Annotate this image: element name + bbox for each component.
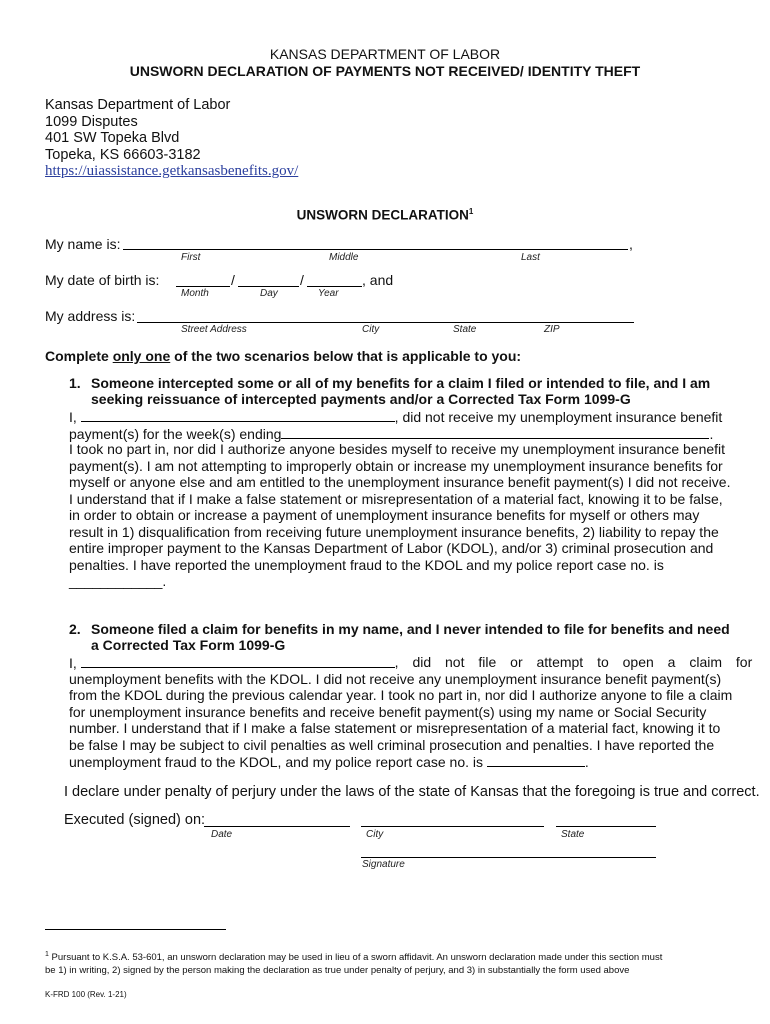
- scenario1-week-row: [69, 425, 725, 442]
- scenario1-week-period: .: [709, 425, 714, 442]
- scenario1-body: [69, 408, 731, 590]
- benefits-website-link[interactable]: https://uiassistance.getkansasbenefits.gov/: [45, 163, 299, 179]
- scenario1-line: result in 1) disqualification from receiving future unemployment insurance benefits, 2) liability to repay the: [69, 523, 719, 540]
- perjury-statement: I declare under penalty of perjury under the laws of the state of Kansas that the foregoing is true and correct.: [64, 784, 760, 800]
- agency-dept: 1099 Disputes: [45, 113, 138, 130]
- address-zip-caption: ZIP: [544, 324, 560, 335]
- footnote-ref: 1: [468, 207, 474, 216]
- address-state-caption: State: [453, 324, 477, 335]
- scenario2-last-line: unemployment fraud to the KDOL, and my police report case no. is: [69, 754, 483, 770]
- execution-date-caption: Date: [211, 829, 233, 840]
- declaration-heading-text: UNSWORN DECLARATION: [296, 207, 469, 223]
- scenario2-line: unemployment benefits with the KDOL. I did not receive any unemployment insurance benefit payment(s): [69, 670, 722, 687]
- footnote-text-1: Pursuant to K.S.A. 53-601, an unsworn declaration may be used in lieu of a sworn affidavit. An unsworn declaration made under this section must: [51, 952, 663, 964]
- scenario1-heading-line1: Someone intercepted some or all of my benefits for a claim I filed or intended to file, and I am: [91, 375, 711, 391]
- scenario1-line: in order to obtain or increase a payment of unemployment insurance benefits for myself or others may: [69, 507, 700, 523]
- scenario1-heading-line2: seeking reissuance of intercepted payments and/or a Corrected Tax Form 1099-G: [91, 391, 631, 407]
- scenario2-i-prefix: I,: [69, 655, 77, 671]
- scenario1-payments-week: payment(s) for the week(s) ending: [69, 425, 282, 442]
- footnote-marker: 1: [45, 951, 49, 958]
- scenario1-name-row: [69, 408, 725, 425]
- name-field[interactable]: [123, 249, 628, 250]
- dob-label: My date of birth is:: [45, 272, 160, 288]
- agency-street: 401 SW Topeka Blvd: [45, 130, 180, 146]
- signature-caption: Signature: [362, 859, 405, 870]
- agency-name: Kansas Department of Labor: [45, 97, 231, 113]
- scenario2-case-row: [69, 753, 725, 770]
- scenario-instruction: [45, 348, 521, 364]
- scenario1-name-field[interactable]: [81, 408, 395, 422]
- dob-year-field[interactable]: [307, 286, 362, 287]
- address-label: My address is:: [45, 308, 136, 324]
- execution-state-caption: State: [561, 829, 585, 840]
- dob-slash-1: /: [231, 272, 235, 288]
- name-label: My name is:: [45, 236, 121, 252]
- scenario2-did-not-file: , did not file or attempt to open a claim for: [394, 654, 753, 670]
- agency-city: Topeka, KS 66603-3182: [45, 146, 201, 163]
- instruction-pre: Complete: [45, 348, 113, 364]
- address-street-caption: Street Address: [181, 324, 247, 335]
- address-block: [45, 97, 298, 180]
- scenario2-name-row: [69, 654, 753, 671]
- scenario1-line: payment(s). I am not attempting to improperly obtain or increase my unemployment insurance benefits for: [69, 457, 723, 474]
- execution-city-caption: City: [366, 829, 384, 840]
- scenario1-case-no-field[interactable]: ____________.: [69, 573, 167, 589]
- scenario2-line: from the KDOL during the previous calendar year. I took no part in, nor did I authorize anyone to file a claim: [69, 687, 733, 703]
- address-field[interactable]: [137, 322, 634, 323]
- dob-month-caption: Month: [181, 288, 209, 299]
- scenario2-line: number. I understand that if I make a false statement or misrepresentation of a material fact, knowing it to: [69, 720, 721, 736]
- form-id: K-FRD 100 (Rev. 1-21): [45, 990, 127, 999]
- scenario2-name-field[interactable]: [81, 654, 395, 668]
- dob-year-caption: Year: [318, 288, 339, 299]
- scenario1-line: I understand that if I make a false statement or misrepresentation of a material fact, knowing it to be false,: [69, 490, 723, 507]
- scenario1-week-field[interactable]: [281, 425, 709, 439]
- scenario1-did-not-receive: , did not receive my unemployment insurance benefit: [394, 409, 723, 425]
- scenario2-period: .: [584, 754, 589, 770]
- dob-day-field[interactable]: [238, 286, 299, 287]
- signature-field[interactable]: [361, 857, 656, 858]
- dob-month-field[interactable]: [176, 286, 230, 287]
- execution-date-field[interactable]: [204, 826, 350, 827]
- name-first-caption: First: [181, 252, 201, 263]
- footnote-line2: be 1) in writing, 2) signed by the person making the declaration as true under penalty of perjury, and 3) in substantially the form used above: [45, 965, 630, 976]
- scenario2-line: for unemployment insurance benefits and receive benefit payment(s) using my name or Social Security: [69, 703, 707, 720]
- declaration-heading: [0, 207, 770, 223]
- scenario2-body: [69, 654, 753, 770]
- name-last-caption: Last: [521, 252, 540, 263]
- dob-and: , and: [362, 272, 394, 288]
- instruction-only-one: only one: [112, 348, 171, 364]
- dob-day-caption: Day: [260, 288, 278, 299]
- scenario2-heading-line2: a Corrected Tax Form 1099-G: [91, 637, 286, 653]
- scenario2-case-no-field[interactable]: [487, 753, 585, 767]
- scenario2-heading-line1: Someone filed a claim for benefits in my name, and I never intended to file for benefits and need: [91, 621, 730, 637]
- name-comma: ,: [629, 236, 633, 252]
- scenario2-line: be false I may be subject to civil penalties as well criminal prosecution and penalties. I have reported the: [69, 736, 715, 753]
- instruction-post: of the two scenarios below that is applicable to you:: [170, 348, 522, 364]
- scenario1-line: penalties. I have reported the unemployment fraud to the KDOL and my police report case no. is: [69, 556, 664, 573]
- scenario2-name-prefix-group: [69, 654, 395, 671]
- scenario1-line: myself or anyone else and am entitled to the unemployment insurance benefit payment(s) I did not receive.: [69, 474, 731, 490]
- name-middle-caption: Middle: [329, 252, 359, 263]
- scenario2-number: 2.: [69, 621, 81, 637]
- execution-state-field[interactable]: [556, 826, 656, 827]
- executed-label: Executed (signed) on:: [64, 812, 206, 828]
- scenario1-line: entire improper payment to the Kansas Department of Labor (KDOL), and/or 3) criminal prosecution and: [69, 540, 714, 556]
- address-city-caption: City: [362, 324, 380, 335]
- dob-slash-2: /: [300, 272, 304, 288]
- footnote-line1: [45, 948, 662, 964]
- scenario1-number: 1.: [69, 375, 81, 391]
- execution-city-field[interactable]: [361, 826, 544, 827]
- footnote-separator: [45, 929, 226, 930]
- agency-title: KANSAS DEPARTMENT OF LABOR: [269, 46, 501, 62]
- form-title: UNSWORN DECLARATION OF PAYMENTS NOT RECEIVED/ IDENTITY THEFT: [129, 63, 641, 79]
- scenario1-line: I took no part in, nor did I authorize anyone besides myself to receive my unemployment insurance benefit: [69, 441, 726, 457]
- scenario1-i-prefix: I,: [69, 409, 77, 425]
